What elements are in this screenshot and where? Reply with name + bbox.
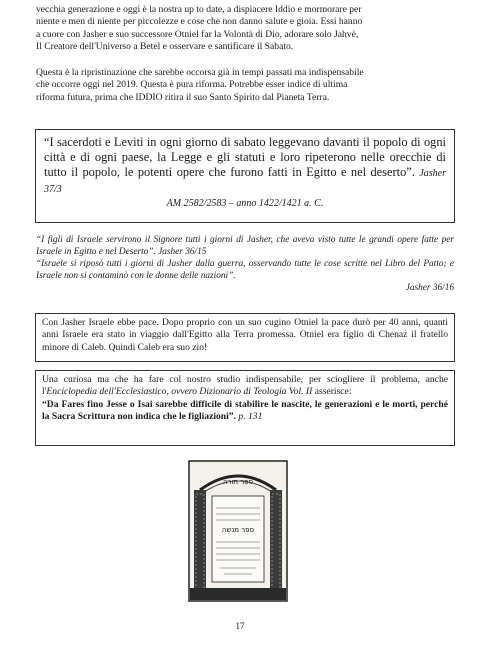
engraving-inner-label: ספר מנשה — [221, 526, 255, 534]
citation-2: “Israele si riposò tutti i giorni di Jasher dalla guerra, osservando tutte le cose scritte nel Libro del Patto; e Israele non si contaminò con le donne delle nazioni”. — [36, 259, 454, 281]
encyclopedia-intro-end: asserisce: — [312, 386, 352, 398]
encyclopedia-quote — [42, 399, 448, 424]
citation-2-reference: Jasher 36/16 — [405, 283, 454, 293]
quote-text — [44, 135, 446, 197]
engraving-top-label: ספר תורה — [222, 478, 254, 486]
page-number: 17 — [235, 621, 245, 631]
text-line: che occorre oggi nel 2019. Questa è pura riforma. Potrebbe esser indice di ultima — [36, 79, 348, 91]
text-line: Il Creatore dell'Universo a Betel e osservare e santificare il Sabato. — [36, 40, 294, 52]
text-line: Questa è la ripristinazione che sarebbe occorsa già in tempi passati ma indispensabile — [36, 67, 364, 78]
text-line: niente e men di niente per piccolezze e cose che non danno salute e gioia. Essi hanno — [36, 16, 363, 28]
otniel-box — [35, 313, 455, 362]
citation-1: “I figli di Israele servirono il Signore tutti i giorni di Jasher, che aveva visto tutte le grandi opere fatte per Israele in Egitto e nel Deserto”. Jasher 36/15 — [36, 235, 454, 257]
encyclopedia-intro: Una curiosa ma che ha fare col nostro studio indispensabile, per sciogliere il problema, anche l' — [42, 374, 448, 398]
text-line: vecchia generazione e oggi è la nostra up to date, a dispiacere Iddio e mormorare per — [36, 4, 362, 15]
quote-reference: Jasher 37/3 — [44, 168, 446, 195]
text-line: riforma futura, prima che IDDIO ritira il suo Santo Spirito dal Pianeta Terra. — [36, 91, 330, 103]
quote-date-line: AM 2582/2583 – anno 1422/1421 a. C. — [166, 198, 324, 209]
quote-body: “I sacerdoti e Leviti in ogni giorno di sabato leggevano davanti il popolo di ogni città e di ogni paese, la Legge e gli statuti e loro ripeterono nelle orecchie di tutto il popolo, le potenti opere che furono fatti in Egitto e nel deserto”. — [44, 135, 446, 179]
encyclopedia-box — [35, 370, 455, 446]
quote-box-jasher — [35, 129, 455, 223]
encyclopedia-page-ref: p. 131 — [236, 410, 263, 422]
paragraph-reform — [36, 67, 454, 104]
hebrew-title-page-engraving — [188, 460, 288, 602]
paragraph-intro — [36, 4, 454, 53]
encyclopedia-source: Enciclopedia dell'Ecclesiastico, ovvero Dizionario di Teologia Vol. II — [46, 386, 313, 398]
italic-citations — [36, 234, 454, 294]
otniel-text: Con Jasher Israele ebbe pace. Dopo proprio con un suo cugino Otniel la pace durò per 40 anni, quanti anni Israele era stato in viaggio dall'Egitto alla Terra promessa. Otniel era figlio di Chenaz il fratello minore di Caleb. Quindi Caleb era suo zio! — [42, 317, 448, 353]
text-line: a cuore con Jasher e suo successore Otniel far la Volontà di Dio, adorare solo Jahvè, — [36, 28, 359, 40]
encyclopedia-quote-text: “Da Fares fino Jesse o Isai sarebbe difficile di stabilire le nascite, le generazioni e le morti, perché la Sacra Scrittura non indica che le figliazioni”. — [42, 398, 448, 422]
